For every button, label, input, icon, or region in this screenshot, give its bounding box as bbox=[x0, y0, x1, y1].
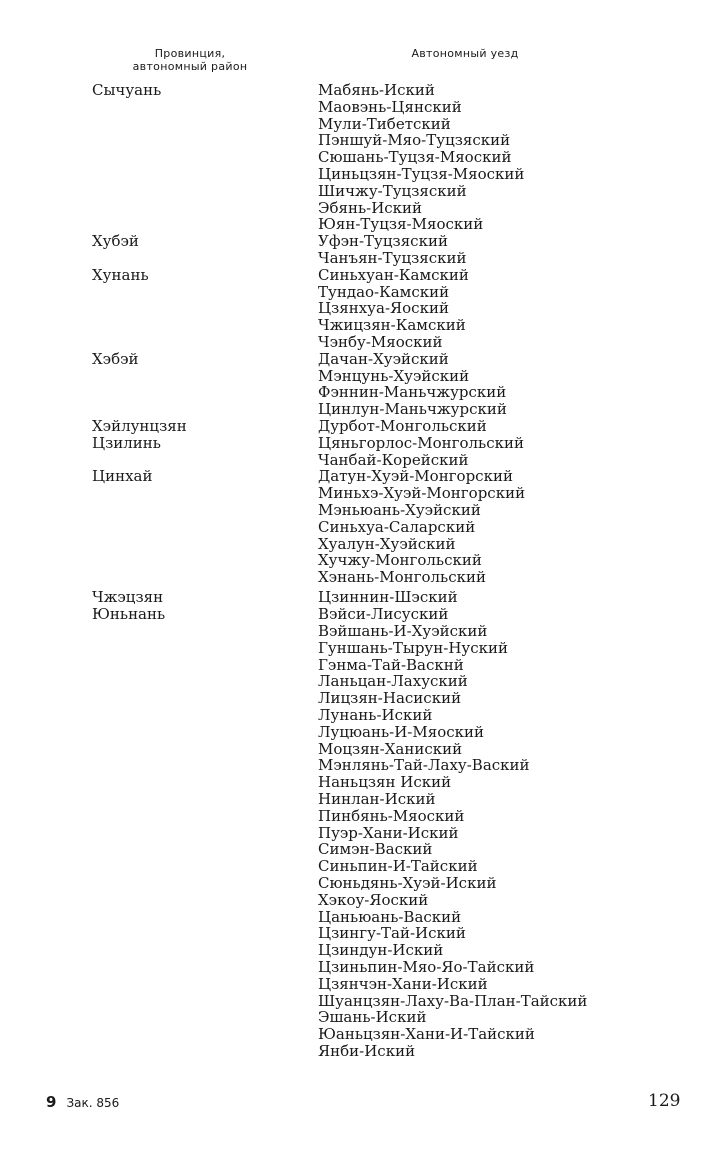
county-name: Луцюань-И-Мяоский bbox=[318, 722, 484, 741]
province-name bbox=[0, 841, 318, 858]
county-name: Цзиндун-Иский bbox=[318, 941, 444, 960]
table-row bbox=[0, 418, 723, 435]
province-name bbox=[0, 993, 318, 1010]
table-row bbox=[0, 1026, 723, 1043]
table-row bbox=[0, 216, 723, 233]
county-name: Ланьцан-Лахуский bbox=[318, 672, 468, 691]
province-name bbox=[0, 132, 318, 149]
table-row bbox=[0, 368, 723, 385]
county-name: Сюшань-Туцзя-Мяоский bbox=[318, 148, 512, 167]
province-name bbox=[0, 1009, 318, 1026]
table-row bbox=[0, 841, 723, 858]
county-name: Пуэр-Хани-Иский bbox=[318, 823, 459, 842]
table-row bbox=[0, 233, 723, 250]
table-row bbox=[0, 640, 723, 657]
county-name: Мэнлянь-Тай-Лаху-Ваский bbox=[318, 756, 530, 775]
county-name: Гэнма-Тай-Васкнй bbox=[318, 655, 464, 674]
province-name: Сычуань bbox=[92, 81, 162, 99]
county-name: Цзянхуа-Яоский bbox=[318, 299, 449, 318]
province-name bbox=[0, 757, 318, 774]
province-name bbox=[0, 1043, 318, 1060]
county-name: Юаньцзян-Хани-И-Тайский bbox=[318, 1025, 535, 1044]
table-row bbox=[0, 317, 723, 334]
county-name: Дачан-Хуэйский bbox=[318, 349, 449, 368]
county-name: Симэн-Ваский bbox=[318, 840, 433, 859]
province-name bbox=[0, 858, 318, 875]
county-name: Тундао-Камский bbox=[318, 282, 450, 301]
county-name: Эбянь-Иский bbox=[318, 198, 423, 217]
province-name bbox=[0, 284, 318, 301]
province-name bbox=[0, 317, 318, 334]
county-table bbox=[0, 82, 723, 1060]
column-header-province bbox=[110, 47, 270, 73]
province-name bbox=[0, 825, 318, 842]
table-row bbox=[0, 200, 723, 217]
printer-signature bbox=[46, 1093, 119, 1111]
table-row bbox=[0, 942, 723, 959]
table-row bbox=[0, 132, 723, 149]
county-name: Янби-Иский bbox=[318, 1041, 416, 1060]
table-row bbox=[0, 724, 723, 741]
county-name: Цинлун-Маньчжурский bbox=[318, 400, 507, 419]
province-name: Хубэй bbox=[92, 232, 139, 251]
province-name bbox=[0, 741, 318, 758]
table-row bbox=[0, 116, 723, 133]
province-name: Хэйлунцзян bbox=[92, 416, 187, 435]
county-name: Чэнбу-Мяоский bbox=[318, 332, 443, 351]
county-name: Нинлан-Иский bbox=[318, 789, 436, 808]
table-row bbox=[0, 183, 723, 200]
county-name: Хуалун-Хуэйский bbox=[318, 534, 456, 553]
province-name bbox=[0, 552, 318, 569]
table-row bbox=[0, 267, 723, 284]
province-name bbox=[0, 569, 318, 586]
order-number: Зак. 856 bbox=[66, 1096, 120, 1110]
table-row bbox=[0, 909, 723, 926]
county-name: Дурбот-Монгольский bbox=[318, 416, 487, 435]
table-row bbox=[0, 825, 723, 842]
county-name: Датун-Хуэй-Монгорский bbox=[318, 467, 513, 486]
province-name bbox=[0, 200, 318, 217]
province-name bbox=[0, 640, 318, 657]
table-row bbox=[0, 1009, 723, 1026]
column-header-county bbox=[395, 47, 535, 60]
table-row bbox=[0, 993, 723, 1010]
table-row bbox=[0, 875, 723, 892]
province-name bbox=[0, 724, 318, 741]
table-row bbox=[0, 959, 723, 976]
table-row bbox=[0, 485, 723, 502]
table-row bbox=[0, 757, 723, 774]
table-row bbox=[0, 166, 723, 183]
county-name: Цзянчэн-Хани-Иский bbox=[318, 974, 488, 993]
county-name: Цзиннин-Шэский bbox=[318, 588, 458, 607]
county-name: Циньцзян-Туцзя-Мяоский bbox=[318, 164, 525, 183]
table-row bbox=[0, 99, 723, 116]
county-name: Мэнцунь-Хуэйский bbox=[318, 366, 470, 385]
county-name: Цзингу-Тай-Иский bbox=[318, 924, 466, 943]
table-row bbox=[0, 657, 723, 674]
county-name: Чанбай-Корейский bbox=[318, 450, 469, 469]
province-name bbox=[0, 925, 318, 942]
table-row bbox=[0, 519, 723, 536]
table-row bbox=[0, 606, 723, 623]
province-name: Юньнань bbox=[92, 605, 166, 624]
county-name: Цяньгорлос-Монгольский bbox=[318, 433, 524, 452]
province-name bbox=[0, 791, 318, 808]
county-name: Синьпин-И-Тайский bbox=[318, 857, 478, 876]
column-header-county-text: Автономный уезд bbox=[411, 47, 519, 60]
province-name bbox=[0, 149, 318, 166]
table-row bbox=[0, 925, 723, 942]
county-name: Гуншань-Тырун-Нуский bbox=[318, 638, 508, 657]
province-name bbox=[0, 300, 318, 317]
table-row bbox=[0, 569, 723, 586]
province-name bbox=[0, 384, 318, 401]
county-name: Фэннин-Маньчжурский bbox=[318, 383, 507, 402]
table-row bbox=[0, 791, 723, 808]
table-row bbox=[0, 741, 723, 758]
table-row bbox=[0, 858, 723, 875]
table-row bbox=[0, 623, 723, 640]
province-name bbox=[0, 623, 318, 640]
province-name: Хунань bbox=[92, 265, 149, 284]
county-name: Шичжу-Туцзяский bbox=[318, 181, 467, 200]
table-row bbox=[0, 502, 723, 519]
province-name bbox=[0, 183, 318, 200]
province-name bbox=[0, 334, 318, 351]
province-name: Чжэцзян bbox=[92, 588, 164, 607]
county-name: Цаньюань-Ваский bbox=[318, 907, 462, 926]
table-row bbox=[0, 589, 723, 606]
column-header-province-line2: автономный район bbox=[132, 60, 248, 73]
table-row bbox=[0, 673, 723, 690]
province-name bbox=[0, 216, 318, 233]
county-name: Уфэн-Туцзяский bbox=[318, 232, 448, 251]
province-name bbox=[0, 519, 318, 536]
county-name: Пэншуй-Мяо-Туцзяский bbox=[318, 131, 511, 150]
county-name: Эшань-Иский bbox=[318, 1008, 427, 1027]
county-name: Лицзян-Насиский bbox=[318, 689, 462, 708]
column-header-province-line1: Провинция, bbox=[154, 47, 226, 60]
province-name bbox=[0, 673, 318, 690]
province-name bbox=[0, 942, 318, 959]
table-row bbox=[0, 1043, 723, 1060]
table-row bbox=[0, 690, 723, 707]
table-row bbox=[0, 552, 723, 569]
county-name: Чанъян-Туцзяский bbox=[318, 248, 467, 267]
sheet-number: 9 bbox=[46, 1093, 57, 1111]
province-name bbox=[0, 368, 318, 385]
county-name: Пинбянь-Мяоский bbox=[318, 806, 465, 825]
province-name bbox=[0, 875, 318, 892]
province-name bbox=[0, 909, 318, 926]
county-name: Хэкоу-Яоский bbox=[318, 890, 429, 909]
county-name: Юян-Туцзя-Мяоский bbox=[318, 215, 484, 234]
county-name: Цзиньпин-Мяо-Яо-Тайский bbox=[318, 957, 535, 976]
table-row bbox=[0, 808, 723, 825]
county-name: Вэйси-Лисуский bbox=[318, 605, 449, 624]
province-name bbox=[0, 976, 318, 993]
province-name: Цзилинь bbox=[92, 433, 161, 452]
county-name: Синьхуан-Камский bbox=[318, 265, 469, 284]
table-row bbox=[0, 384, 723, 401]
table-row bbox=[0, 468, 723, 485]
province-name: Цинхай bbox=[92, 467, 153, 486]
province-name bbox=[0, 99, 318, 116]
table-row bbox=[0, 300, 723, 317]
province-name bbox=[0, 774, 318, 791]
province-name bbox=[0, 657, 318, 674]
table-row bbox=[0, 452, 723, 469]
table-row bbox=[0, 250, 723, 267]
county-name: Вэйшань-И-Хуэйский bbox=[318, 622, 488, 640]
county-name: Мули-Тибетский bbox=[318, 114, 451, 133]
province-name bbox=[0, 116, 318, 133]
county-name: Сюньдянь-Хуэй-Иский bbox=[318, 873, 497, 892]
county-name: Лунань-Иский bbox=[318, 705, 433, 724]
province-name bbox=[0, 690, 318, 707]
table-row bbox=[0, 774, 723, 791]
province-name bbox=[0, 502, 318, 519]
county-name: Мабянь-Иский bbox=[318, 81, 435, 99]
table-row bbox=[0, 536, 723, 553]
table-row bbox=[0, 707, 723, 724]
county-name: Синьхуа-Саларский bbox=[318, 517, 476, 536]
county-name: Моцзян-Ханиский bbox=[318, 739, 463, 758]
province-name bbox=[0, 808, 318, 825]
province-name: Хэбэй bbox=[92, 349, 139, 368]
table-row bbox=[0, 351, 723, 368]
province-name bbox=[0, 707, 318, 724]
county-name: Наньцзян Иский bbox=[318, 773, 452, 792]
province-name bbox=[0, 1026, 318, 1043]
table-row bbox=[0, 976, 723, 993]
county-name: Миньхэ-Хуэй-Монгорский bbox=[318, 484, 526, 503]
province-name bbox=[0, 485, 318, 502]
county-name: Чжицзян-Камский bbox=[318, 316, 466, 335]
county-name: Маовэнь-Цянский bbox=[318, 97, 462, 116]
province-name bbox=[0, 892, 318, 909]
county-name: Мэньюань-Хуэйский bbox=[318, 500, 481, 519]
province-name bbox=[0, 250, 318, 267]
province-name bbox=[0, 536, 318, 553]
table-row bbox=[0, 284, 723, 301]
province-name bbox=[0, 166, 318, 183]
page-number: 129 bbox=[648, 1091, 681, 1111]
table-row bbox=[0, 82, 723, 99]
table-row bbox=[0, 435, 723, 452]
table-row bbox=[0, 334, 723, 351]
table-row bbox=[0, 892, 723, 909]
county-name: Хучжу-Монгольский bbox=[318, 551, 482, 570]
table-row bbox=[0, 401, 723, 418]
county-name: Шуанцзян-Лаху-Ва-План-Тайский bbox=[318, 991, 588, 1010]
province-name bbox=[0, 401, 318, 418]
county-name: Хэнань-Монгольский bbox=[318, 568, 486, 587]
table-row bbox=[0, 149, 723, 166]
province-name bbox=[0, 452, 318, 469]
province-name bbox=[0, 959, 318, 976]
